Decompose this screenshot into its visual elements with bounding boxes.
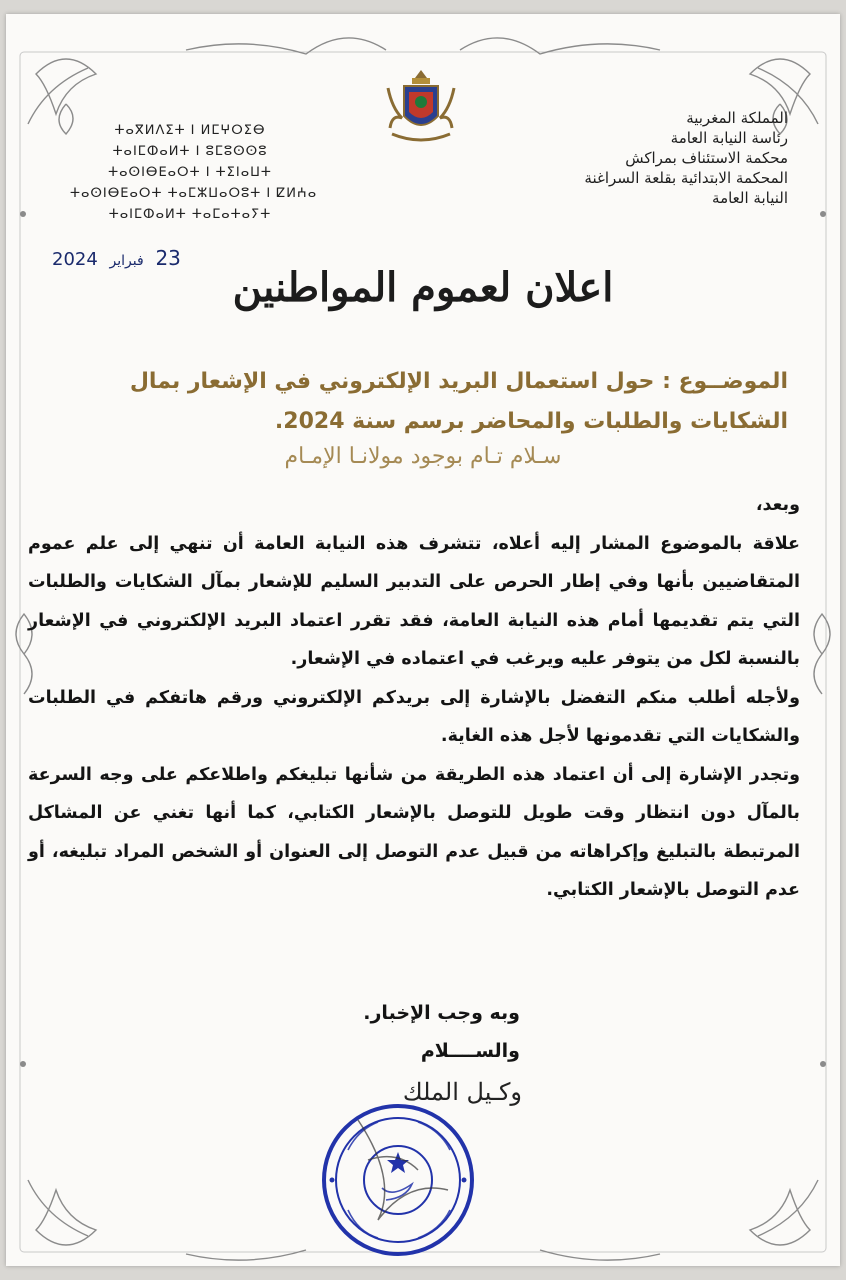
header-line: ⵜⴰⵏⵎⵀⴰⵍⵜ ⵜⴰⵎⴰⵜⴰⵢⵜ xyxy=(108,207,272,222)
header-line: ⵜⴰⴳⵍⴷⵉⵜ ⵏ ⵍⵎⵖⵔⵉⴱ xyxy=(114,123,266,138)
subject-line: الموضــوع : حول استعمال البريد الإلكتروني في الإشعار بمال xyxy=(129,369,788,394)
header-line: ⵜⴰⵙⵏⴱⴹⴰⵔⵜ ⵏ ⵜⵉⵏⴰⵡⵜ xyxy=(108,165,272,180)
coat-of-arms-emblem xyxy=(382,66,460,148)
closing-line: والســــلام xyxy=(420,1040,520,1062)
header-line: ⵜⴰⵏⵎⵀⴰⵍⵜ ⵏ ⵓⵎⵓⵙⵙⵓ xyxy=(112,144,268,159)
closing-block xyxy=(363,994,520,1070)
subject-line: الشكايات والطلبات والمحاضر برسم سنة 2024. xyxy=(274,409,788,434)
opening-line: وبعد، xyxy=(755,495,800,515)
document-subject xyxy=(48,362,788,442)
header-line: ⵜⴰⵙⵏⴱⴹⴰⵔⵜ ⵜⴰⵎⵣⵡⴰⵔⵓⵜ ⵏ ⵇⵍⵄⴰ xyxy=(70,186,318,201)
date-day: 23 xyxy=(155,246,181,270)
header-line: المملكة المغربية xyxy=(686,109,788,127)
header-line: محكمة الاستئناف بمراكش xyxy=(625,149,788,167)
document-page xyxy=(6,14,840,1266)
official-stamp xyxy=(318,1100,478,1260)
body-paragraph: ولأجله أطلب منكم التفضل بالإشارة إلى بريدكم الإلكتروني ورقم هاتفكم في الطلبات والشكايات التي تقدمونها لأجل هذه الغاية. xyxy=(28,687,800,746)
body-paragraph: علاقة بالموضوع المشار إليه أعلاه، تتشرف هذه النيابة العامة أن تنهي إلى علم عموم المتقاضيين بأنها وفي إطار الحرص على التدبير السليم للإشعار بمآل الشكايات والطلبات التي يتم تقديمها أمام هذه النيابة العامة، فقد تقرر اعتماد البريد الإلكتروني في الإشعار بالنسبة لكل من يتوفر عليه ويرغب في اعتماده في الإشعار. xyxy=(28,533,800,669)
document-body xyxy=(28,486,800,910)
royal-greeting: سـلام تـام بوجود مولانـا الإمـام xyxy=(284,444,562,469)
body-paragraph: وتجدر الإشارة إلى أن اعتماد هذه الطريقة من شأنها تبليغكم واطلاعكم على وجه السرعة بالمآل دون انتظار وقت طويل للتوصل بالإشعار الكتابي، كما أنها تغني عن المشاكل المرتبطة بالتبليغ وإكراهاته من قبيل عدم التوصل إلى العنوان أو الشخص المراد تبليغه، أو عدم التوصل بالإشعار الكتابي. xyxy=(28,764,800,900)
header-line: المحكمة الابتدائية بقلعة السراغنة xyxy=(584,169,788,187)
document-title: اعلان لعموم المواطنين xyxy=(232,264,614,311)
date-month: فبراير xyxy=(109,253,144,269)
header-line: رئاسة النيابة العامة xyxy=(670,129,788,147)
closing-line: وبه وجب الإخبار. xyxy=(363,1002,520,1024)
header-line: النيابة العامة xyxy=(712,189,788,207)
institution-header-tifinagh xyxy=(70,120,318,225)
signatory-title: وكـيل الملك xyxy=(402,1078,522,1106)
date-year: 2024 xyxy=(52,249,98,270)
institution-header-arabic xyxy=(528,108,788,208)
